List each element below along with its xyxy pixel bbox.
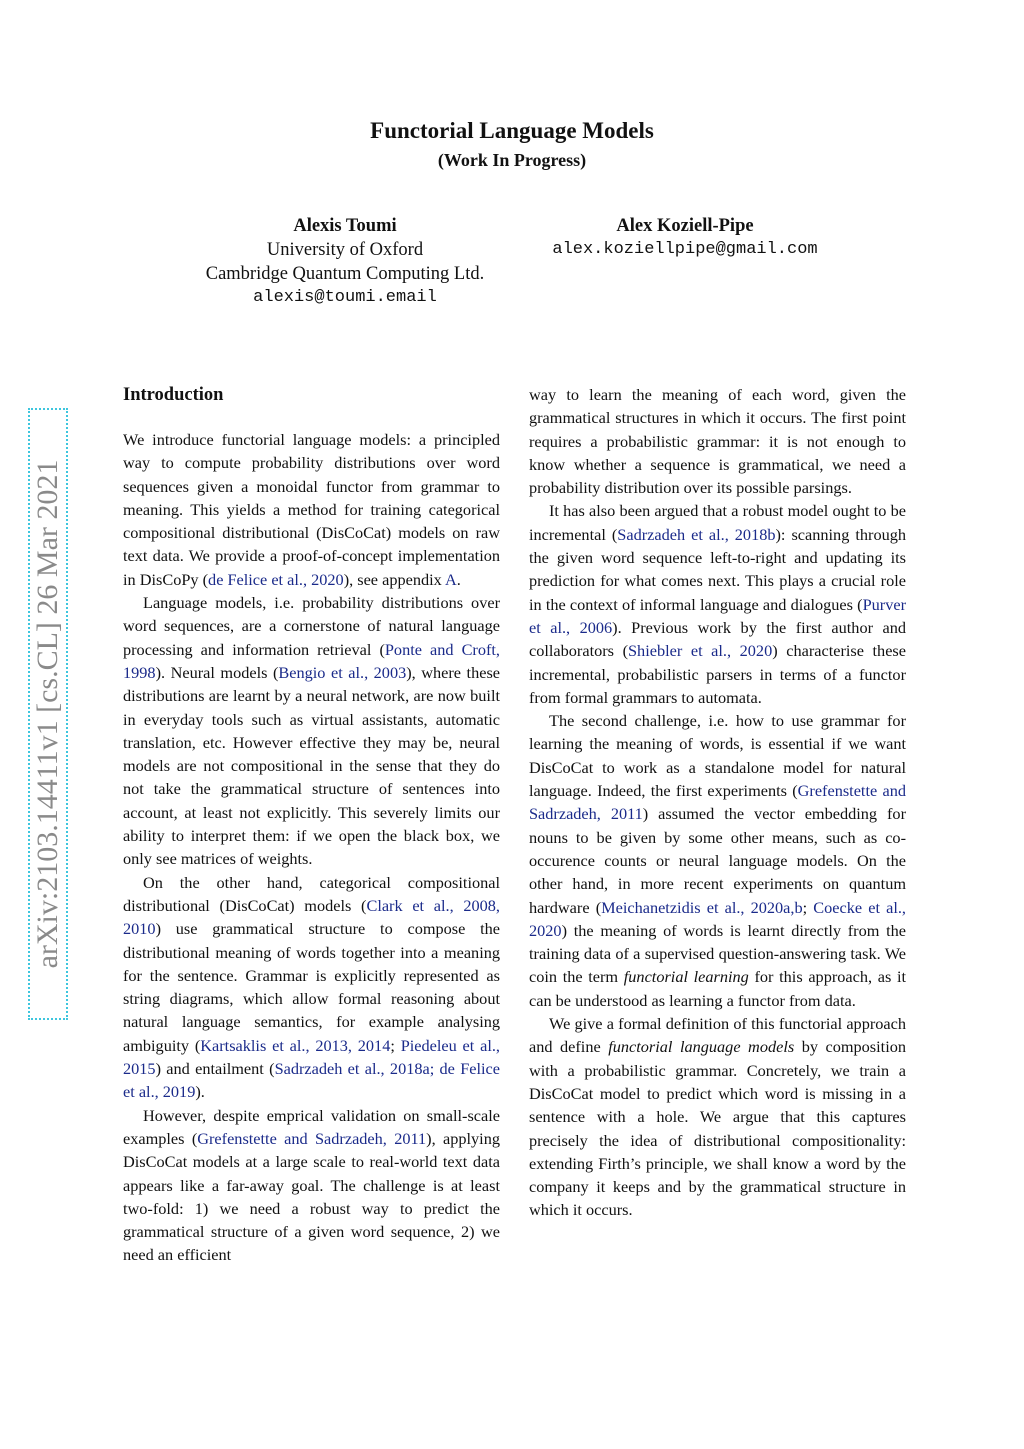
author-name: Alexis Toumi: [293, 216, 397, 236]
citation-link[interactable]: Purver et al., 2006: [529, 594, 906, 637]
paragraph: It has also been argued that a robust model ought to be incremental (Sadrzadeh et al., 2018b): scanning through the given word sequence left-to-right and updating its prediction for what comes next. This plays a crucial role in the context of informal language and dialogues (Purver et al., 2006). Previous work by the first author and collaborators (Shiebler et al., 2020) characterise these incremental, probabilistic parsers in terms of a functor from formal grammars to automata.: [529, 501, 907, 707]
arxiv-identifier[interactable]: arXiv:2103.14411v1 [cs.CL] 26 Mar 2021: [28, 408, 68, 1020]
section-heading: Introduction: [123, 385, 224, 405]
author-name: Alex Koziell-Pipe: [616, 216, 754, 236]
author-block-1: [170, 214, 520, 310]
left-column: [123, 383, 500, 1267]
citation-link[interactable]: Shiebler et al., 2020: [628, 641, 773, 661]
citation-link[interactable]: Ponte and Croft, 1998: [123, 639, 501, 682]
right-column: [529, 383, 906, 1222]
citation-link[interactable]: Clark et al., 2008, 2010: [123, 895, 500, 939]
author-email[interactable]: alexis@toumi.email: [253, 288, 437, 307]
paragraph: We introduce functorial language models: a principled way to compute probability distributions over word sequences given a monoidal functor from grammar to meaning. This yields a method for training categorical compositional distributional (DisCoCat) models on raw text data. We provide a proof-of-concept implementation in DisCoPy (de Felice et al., 2020), see appendix A.: [123, 430, 500, 589]
emphasis-term: functorial language models: [608, 1037, 795, 1057]
paragraph: We give a formal definition of this functorial approach and define functorial language models by composition with a probabilistic grammar. Concretely, we train a DisCoCat model to predict which word is missing in a sentence with a hole. We argue that this captures precisely the idea of distributional compositionality: extending Firth’s principle, we shall know a word by the company it keeps and by the grammatical structure in which it occurs.: [529, 1014, 906, 1220]
author-block-2: [520, 214, 850, 262]
citation-link[interactable]: Grefenstette and Sadrzadeh, 2011: [197, 1128, 427, 1148]
citation-link[interactable]: Piedeleu et al., 2015: [123, 1035, 501, 1079]
paragraph: The second challenge, i.e. how to use grammar for learning the meaning of words, is essential if we want DisCoCat to work as a standalone model for natural language. Indeed, the first experiments (Grefenstette and Sadrzadeh, 2011) assumed the vector embedding for nouns to be given by some other means, such as co-occurence counts or neural language models. On the other hand, in more recent experiments on quantum hardware (Meichanetzidis et al., 2020a,b; Coecke et al., 2020) the meaning of words is learnt directly from the training data of a supervised question-answering task. We coin the term functorial learning for this approach, as it can be understood as learning a functor from data.: [529, 711, 907, 1010]
citation-link[interactable]: Meichanetzidis et al., 2020a,b: [601, 897, 803, 917]
author-affiliation: Cambridge Quantum Computing Ltd.: [205, 264, 485, 284]
author-affiliation: University of Oxford: [266, 240, 424, 260]
emphasis-term: functorial learning: [623, 967, 749, 987]
paper-subtitle: (Work In Progress): [437, 150, 587, 170]
citation-link[interactable]: Sadrzadeh et al., 2018a; de Felice et al., 2019: [123, 1059, 501, 1102]
citation-link[interactable]: Grefenstette and Sadrzadeh, 2011: [529, 781, 906, 824]
paper-title: Functorial Language Models: [370, 118, 654, 143]
citation-link[interactable]: Bengio et al., 2003: [278, 662, 407, 682]
paragraph: On the other hand, categorical compositional distributional (DisCoCat) models (Clark et al., 2008, 2010) use grammatical structure to compose the distributional meaning of words together into a meaning for the sentence. Grammar is explicitly represented as string diagrams, which allow formal reasoning about natural language semantics, for example analysing ambiguity (Kartsaklis et al., 2013, 2014; Piedeleu et al., 2015) and entailment (Sadrzadeh et al., 2018a; de Felice et al., 2019).: [123, 872, 501, 1102]
paragraph: However, despite emprical validation on small-scale examples (Grefenstette and Sadrzadeh, 2011), applying DisCoCat models at a large scale to real-world text data appears like a far-away goal. The challenge is at least two-fold: 1) we need a robust way to predict the grammatical structure of a given word sequence, 2) we need an efficient: [123, 1105, 500, 1265]
citation-link[interactable]: de Felice et al., 2020: [208, 569, 344, 589]
citation-link[interactable]: Coecke et al., 2020: [529, 897, 906, 940]
citation-link[interactable]: Kartsaklis et al., 2013, 2014: [200, 1035, 391, 1055]
author-email[interactable]: alex.koziellpipe@gmail.com: [552, 240, 818, 259]
paragraph: way to learn the meaning of each word, given the grammatical structures in which it occurs. The first point requires a probabilistic grammar: it is not enough to know whether a sequence is grammatical, we need a probability distribution over its possible parsings.: [529, 385, 906, 498]
appendix-link[interactable]: A: [444, 569, 457, 589]
citation-link[interactable]: Sadrzadeh et al., 2018b: [617, 524, 776, 544]
paragraph: Language models, i.e. probability distributions over word sequences, are a cornerstone of natural language processing and information retrieval (Ponte and Croft, 1998). Neural models (Bengio et al., 2003), where these distributions are learnt by a neural network, are now built in everyday tools such as virtual assistants, automatic translation, etc. However effective they may be, neural models are not compositional in the sense that they do not take the grammatical structure of sentences into account, at least not explicitly. This severely limits our ability to interpret them: if we open the black box, we only see matrices of weights.: [123, 593, 501, 869]
